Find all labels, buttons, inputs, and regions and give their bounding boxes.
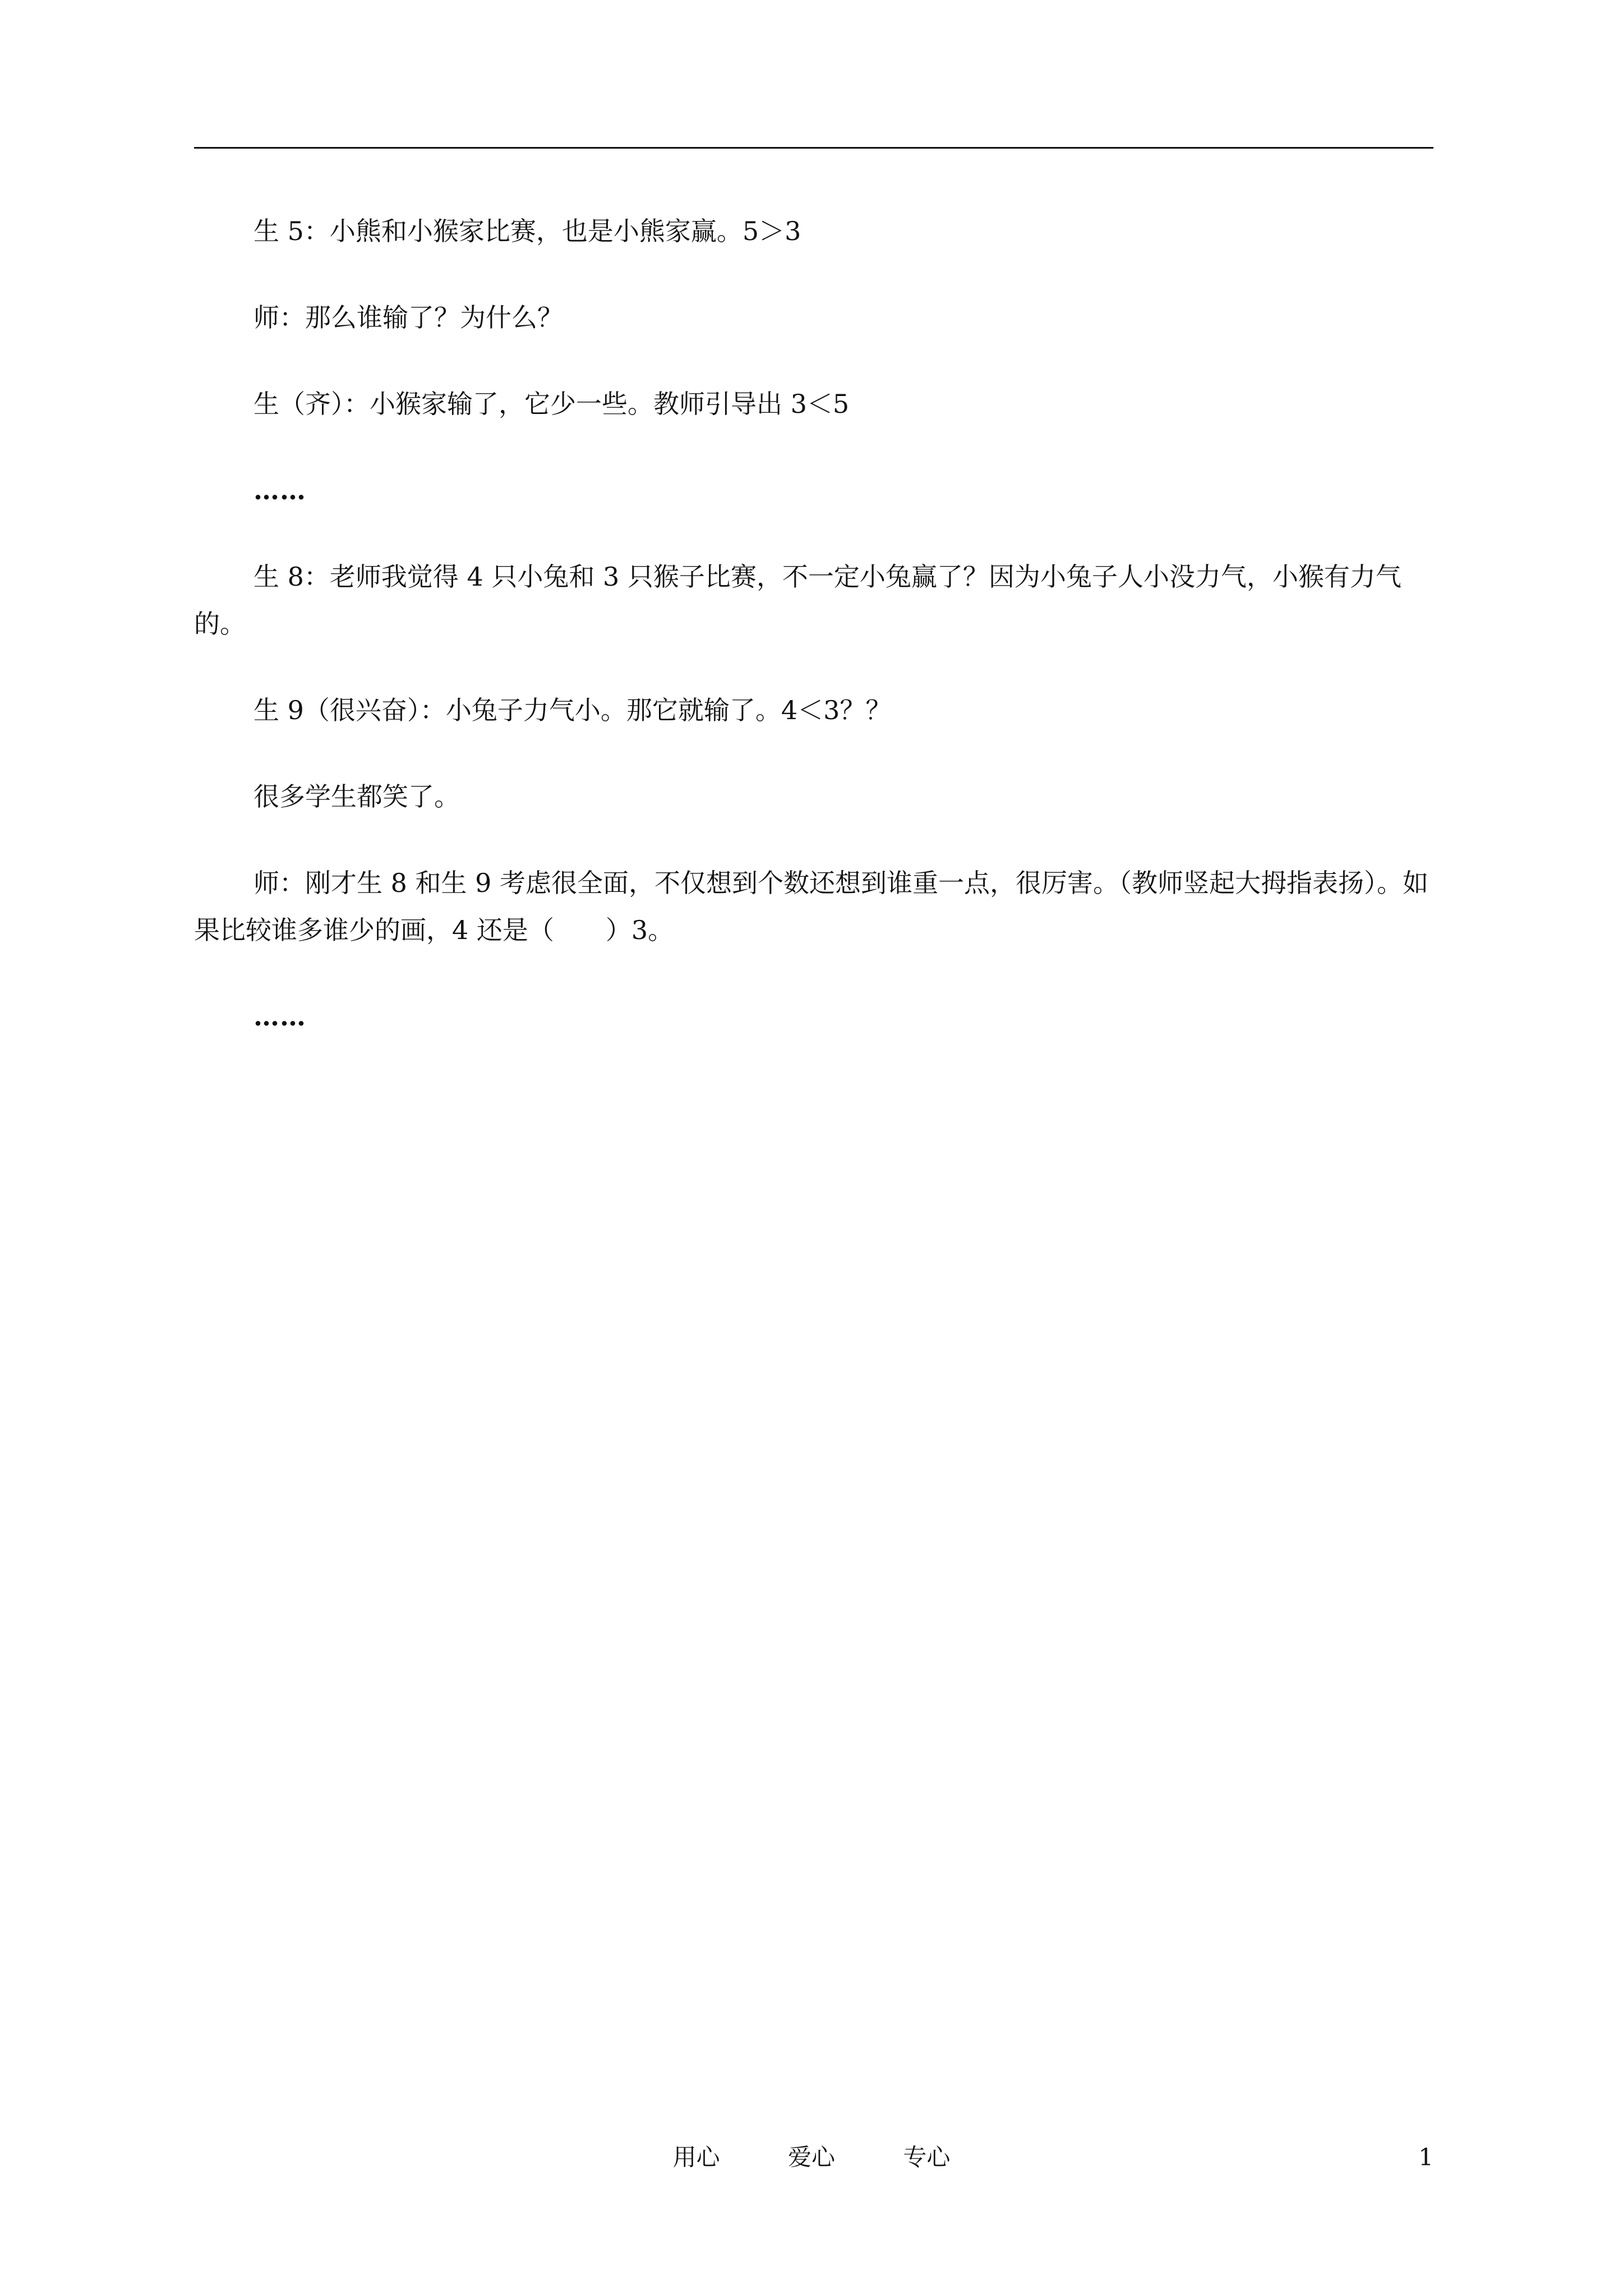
paragraph-student-8: 生 8：老师我觉得 4 只小兔和 3 只猴子比赛，不一定小兔赢了？因为小兔子人小没力气，小猴有力气的。 [194, 562, 1401, 639]
footer-motto [0, 2142, 1623, 2173]
footer-motto-item: 爱心 [787, 2143, 835, 2171]
paragraph-student-5: 生 5：小熊和小猴家比赛，也是小熊家赢。5＞3 [253, 216, 801, 246]
paragraph-ellipsis-1: …… [253, 475, 306, 505]
paragraph-teacher-question: 师：那么谁输了？为什么？ [253, 302, 563, 333]
footer-motto-item: 专心 [903, 2143, 951, 2171]
paragraph-student-9: 生 9（很兴奋）：小兔子力气小。那它就输了。4＜3？？ [253, 695, 892, 725]
footer-motto-item: 用心 [672, 2143, 720, 2171]
paragraph-teacher-praise: 师：刚才生 8 和生 9 考虑很全面，不仅想到个数还想到谁重一点，很厉害。（教师竖起大拇指表扬）。如果比较谁多谁少的画，4 还是（ ）3。 [194, 868, 1429, 945]
document-body [194, 208, 1433, 1079]
paragraph-students-chorus: 生（齐）：小猴家输了，它少一些。教师引导出 3＜5 [253, 389, 850, 419]
header-rule [194, 147, 1433, 149]
paragraph-students-laugh: 很多学生都笑了。 [253, 781, 460, 812]
page-number: 1 [1418, 2143, 1433, 2171]
paragraph-ellipsis-2: …… [253, 1001, 306, 1032]
